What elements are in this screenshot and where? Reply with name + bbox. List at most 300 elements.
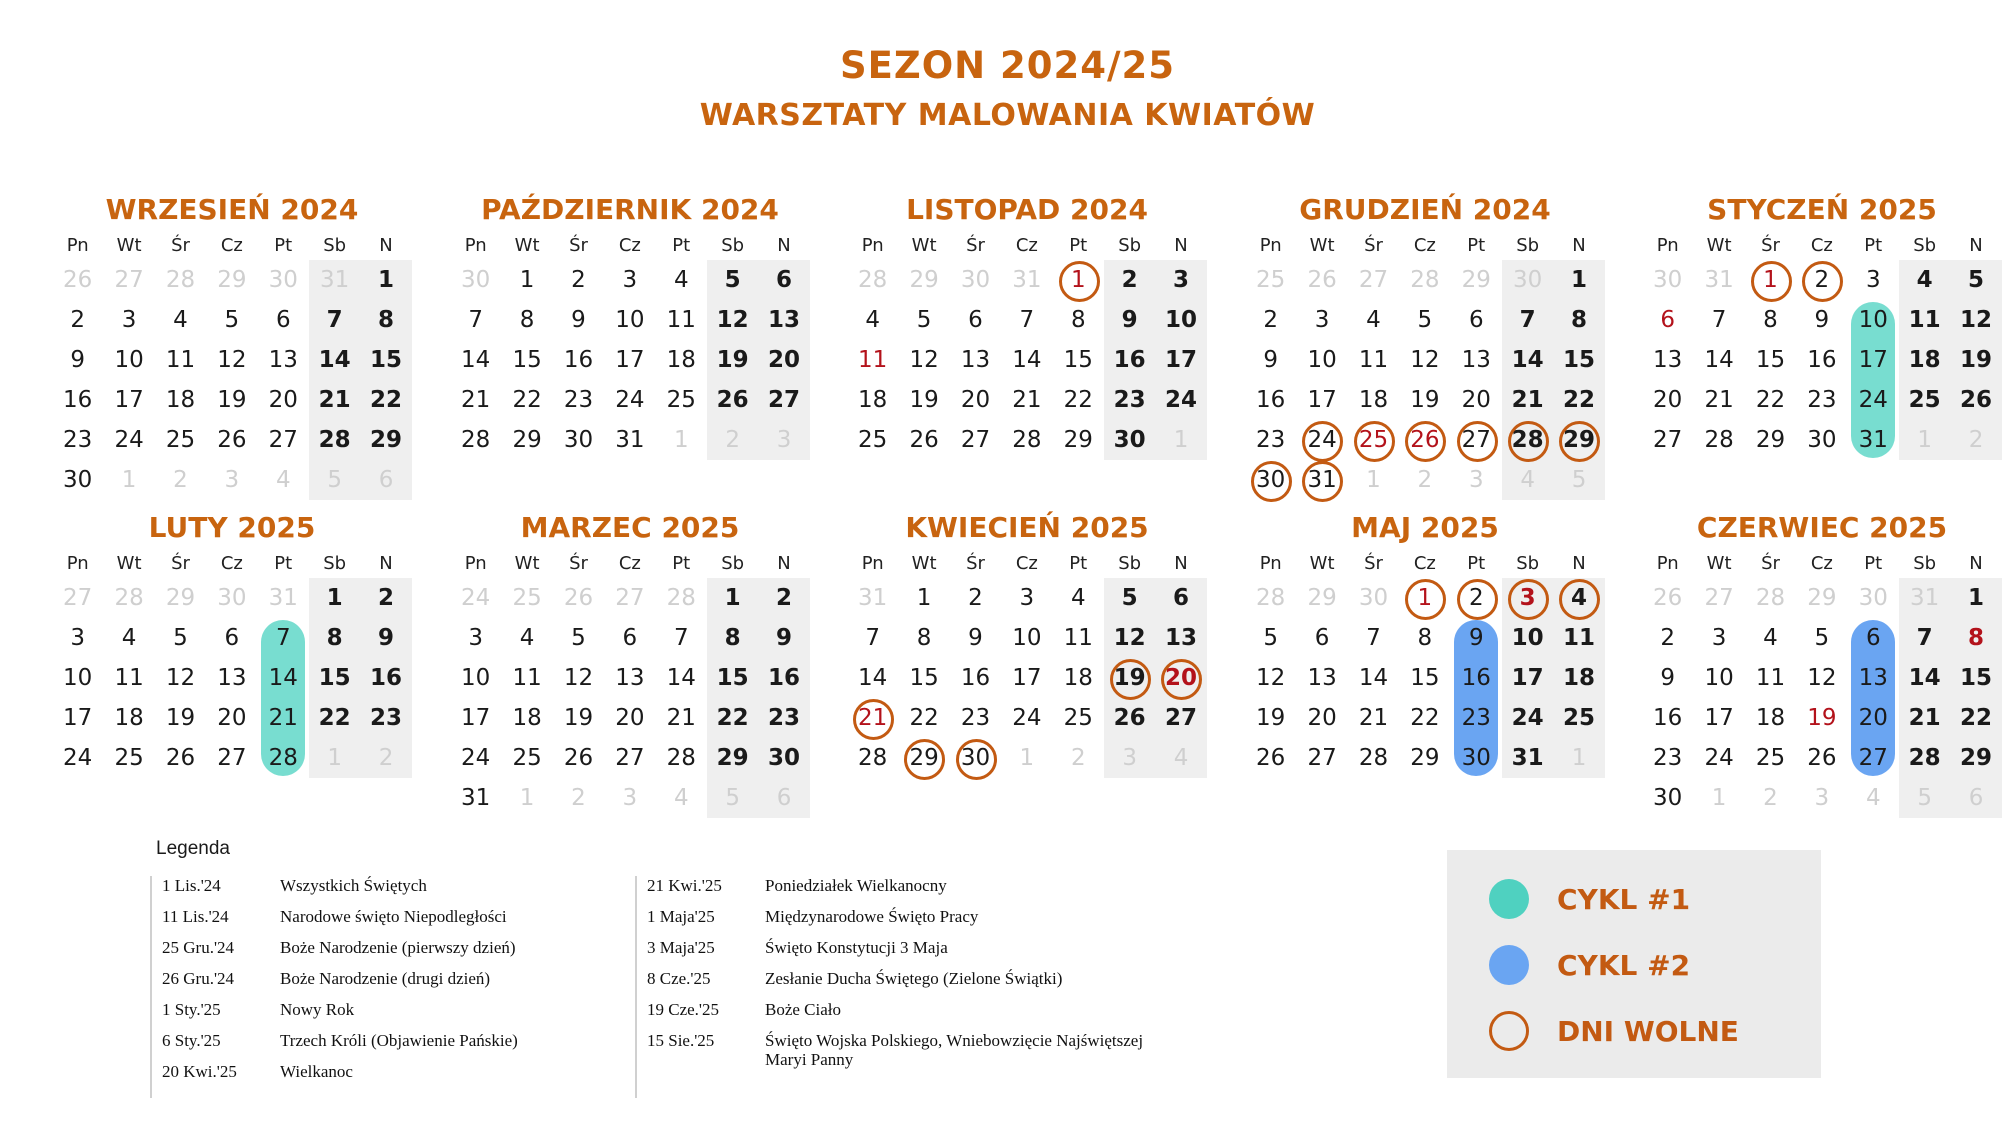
legend-row <box>162 969 700 1000</box>
day-cell: 25 <box>512 745 542 771</box>
holiday-day: 19 <box>1104 658 1155 698</box>
weekday-label: Cz <box>220 552 243 574</box>
day-cell: 19 <box>217 387 247 413</box>
holiday-day: 28 <box>1502 420 1553 460</box>
day-cell: 14 <box>1908 665 1941 691</box>
day-cell: 8 <box>724 625 741 651</box>
weekday-label: Pt <box>1467 234 1486 256</box>
holiday-date: 8 Cze.'25 <box>647 969 711 988</box>
adjacent-month-day: 29 <box>909 267 939 293</box>
weekday-header <box>1642 230 2002 260</box>
weekday-label: Cz <box>1015 234 1038 256</box>
month-name: KWIECIEŃ 2025 <box>905 511 1149 544</box>
day-cell: 8 <box>326 625 343 651</box>
day-cell: 11 <box>1358 347 1389 373</box>
holiday-name: Międzynarodowe Święto Pracy <box>765 907 979 926</box>
day-cell: 21 <box>1908 705 1941 731</box>
day-cell: 10 <box>1307 347 1337 373</box>
day-cell: 21 <box>268 705 298 731</box>
day-cell: 10 <box>63 665 93 691</box>
day-cell: 6 <box>1865 625 1881 651</box>
holiday-day: 2 <box>1796 260 1847 300</box>
holiday-day: 29 <box>898 738 949 778</box>
day-cell: 15 <box>1063 347 1093 373</box>
day-cell: 6 <box>968 307 983 333</box>
adjacent-month-day: 2 <box>1968 427 1984 453</box>
day-cell: 26 <box>1113 705 1146 731</box>
day-cell: 28 <box>1358 745 1389 771</box>
day-cell: 20 <box>768 347 801 373</box>
adjacent-month-day: 28 <box>1256 585 1286 611</box>
adjacent-month-day: 1 <box>1917 427 1932 453</box>
day-cell: 10 <box>114 347 144 373</box>
day-cell: 23 <box>1807 387 1837 413</box>
adjacent-month-day: 26 <box>63 267 93 293</box>
holiday-day: 31 <box>1296 460 1347 500</box>
day-cell: 14 <box>666 665 696 691</box>
adjacent-month-day: 3 <box>776 427 792 453</box>
day-cell: 2 <box>968 585 983 611</box>
day-cell: 13 <box>1858 665 1888 691</box>
day-cell: 11 <box>1063 625 1093 651</box>
day-cell: 5 <box>1263 625 1279 651</box>
holiday-date: 25 Gru.'24 <box>162 938 235 957</box>
legend-row <box>647 1000 1185 1031</box>
weekday-header <box>1245 548 1605 578</box>
weekday-label: Pn <box>464 552 487 574</box>
day-cell: 15 <box>1960 665 1993 691</box>
day-cell: 9 <box>776 625 793 651</box>
holiday-name: Boże Narodzenie (drugi dzień) <box>280 969 491 988</box>
day-cell: 18 <box>1563 665 1596 691</box>
day-cell: 12 <box>1960 307 1993 333</box>
day-cell: 30 <box>768 745 801 771</box>
day-cell: 16 <box>63 387 93 413</box>
day-cell: 4 <box>1763 625 1778 651</box>
day-cell: 24 <box>1704 745 1734 771</box>
weekday-label: Wt <box>514 234 540 256</box>
days-grid <box>1245 260 1605 500</box>
month-9 <box>1245 508 1605 778</box>
weekday-label: N <box>1174 234 1188 256</box>
day-cell: 17 <box>1165 347 1198 373</box>
adjacent-month-day: 24 <box>461 585 491 611</box>
adjacent-month-day: 30 <box>461 267 491 293</box>
day-cell: 23 <box>1113 387 1146 413</box>
adjacent-month-day: 28 <box>666 585 696 611</box>
holiday-date: 15 Sie.'25 <box>647 1031 715 1050</box>
day-cell: 3 <box>468 625 484 651</box>
adjacent-month-day: 31 <box>268 585 298 611</box>
weekday-label: Pn <box>464 234 487 256</box>
day-cell: 20 <box>960 387 991 413</box>
day-cell: 14 <box>461 347 491 373</box>
page-title: SEZON 2024/25 <box>839 44 1176 87</box>
day-cell: 17 <box>1307 387 1337 413</box>
day-cell: 24 <box>114 427 144 453</box>
weekday-label: Pt <box>672 552 691 574</box>
holiday-date: 1 Lis.'24 <box>162 876 221 895</box>
day-cell: 8 <box>1571 307 1588 333</box>
weekday-header <box>450 548 810 578</box>
day-cell: 22 <box>1755 387 1786 413</box>
month-name: STYCZEŃ 2025 <box>1707 193 1937 226</box>
day-cell: 15 <box>1755 347 1786 373</box>
day-cell: 19 <box>563 705 594 731</box>
weekday-label: N <box>1969 234 1983 256</box>
day-cell: 9 <box>70 347 86 373</box>
day-cell: 30 <box>1653 785 1683 811</box>
adjacent-month-day: 1 <box>327 745 342 771</box>
day-cell: 5 <box>173 625 188 651</box>
day-cell: 26 <box>1807 745 1837 771</box>
day-cell: 7 <box>1711 307 1727 333</box>
day-cell: 28 <box>268 745 298 771</box>
holiday-day: 20 <box>1155 658 1206 698</box>
day-cell: 1 <box>378 267 395 293</box>
weekday-label: Śr <box>569 552 588 574</box>
day-cell: 7 <box>673 625 689 651</box>
day-cell: 10 <box>1012 625 1042 651</box>
weekday-label: Śr <box>1761 552 1780 574</box>
day-cell: 27 <box>615 745 645 771</box>
day-cell: 19 <box>165 705 196 731</box>
day-cell: 16 <box>1461 665 1491 691</box>
legend-column-right <box>635 876 1185 1098</box>
adjacent-month-day: 27 <box>63 585 93 611</box>
day-cell: 12 <box>1807 665 1837 691</box>
day-cell: 4 <box>173 307 188 333</box>
holiday-date: 19 Cze.'25 <box>647 1000 719 1019</box>
adjacent-month-day: 5 <box>327 467 342 493</box>
adjacent-month-day: 3 <box>1814 785 1830 811</box>
day-cell: 10 <box>1704 665 1734 691</box>
adjacent-month-day: 2 <box>173 467 188 493</box>
weekday-label: Wt <box>116 234 142 256</box>
day-cell: 7 <box>865 625 881 651</box>
day-cell: 17 <box>1012 665 1042 691</box>
month-5 <box>1642 190 2002 460</box>
holiday-date: 26 Gru.'24 <box>162 969 235 988</box>
holiday-name: Święto Konstytucji 3 Maja <box>765 938 948 957</box>
day-cell: 6 <box>776 267 793 293</box>
adjacent-month-day: 5 <box>1917 785 1932 811</box>
days-grid <box>450 260 810 460</box>
day-cell: 14 <box>858 665 888 691</box>
day-cell: 27 <box>1307 745 1337 771</box>
legend-row <box>647 907 1185 938</box>
day-cell: 24 <box>1511 705 1544 731</box>
day-cell: 11 <box>858 347 888 373</box>
holiday-day: 29 <box>1553 420 1604 460</box>
adjacent-month-day: 3 <box>1468 467 1484 493</box>
day-cell: 31 <box>615 427 645 453</box>
day-cell: 21 <box>1704 387 1734 413</box>
adjacent-month-day: 26 <box>1653 585 1683 611</box>
holiday-name: Zesłanie Ducha Świętego (Zielone Świątki) <box>765 969 1063 988</box>
day-cell: 12 <box>217 347 247 373</box>
adjacent-month-day: 1 <box>1173 427 1189 453</box>
adjacent-month-day: 1 <box>1019 745 1035 771</box>
day-cell: 15 <box>716 665 749 691</box>
day-cell: 14 <box>1511 347 1544 373</box>
adjacent-month-day: 6 <box>1968 785 1984 811</box>
day-cell: 14 <box>1012 347 1042 373</box>
adjacent-month-day: 31 <box>320 267 350 293</box>
day-cell: 9 <box>1468 625 1484 651</box>
day-cell: 9 <box>571 307 586 333</box>
day-cell: 27 <box>1165 705 1198 731</box>
day-cell: 3 <box>1019 585 1035 611</box>
day-cell: 30 <box>63 467 93 493</box>
day-cell: 1 <box>326 585 343 611</box>
weekday-label: Cz <box>618 234 641 256</box>
day-cell: 11 <box>114 665 144 691</box>
weekday-label: Wt <box>911 552 937 574</box>
weekday-label: Sb <box>1913 234 1937 256</box>
day-cell: 8 <box>519 307 535 333</box>
weekday-label: Pn <box>861 234 884 256</box>
weekday-label: N <box>1174 552 1188 574</box>
month-2 <box>450 190 810 460</box>
day-cell: 2 <box>1660 625 1676 651</box>
day-cell: 4 <box>1070 585 1086 611</box>
weekday-label: Cz <box>618 552 641 574</box>
holiday-day: 1 <box>1399 578 1450 618</box>
day-cell: 20 <box>615 705 645 731</box>
weekday-label: Sb <box>1913 552 1937 574</box>
days-grid <box>1245 578 1605 778</box>
day-cell: 15 <box>1410 665 1440 691</box>
day-cell: 20 <box>1653 387 1683 413</box>
page-subtitle: WARSZTATY MALOWANIA KWIATÓW <box>699 98 1316 133</box>
key-cycle1 <box>1489 877 1690 921</box>
day-cell: 16 <box>1653 705 1683 731</box>
day-cell: 17 <box>1704 705 1734 731</box>
day-cell: 5 <box>571 625 586 651</box>
legend-row <box>162 876 700 907</box>
day-cell: 29 <box>512 427 542 453</box>
legend-row <box>162 1031 700 1062</box>
day-cell: 12 <box>1113 625 1146 651</box>
day-cell: 18 <box>1908 347 1941 373</box>
holiday-day: 3 <box>1502 578 1553 618</box>
adjacent-month-day: 6 <box>776 785 792 811</box>
adjacent-month-day: 29 <box>1807 585 1837 611</box>
weekday-label: Cz <box>1413 552 1436 574</box>
month-name: WRZESIEŃ 2024 <box>105 193 359 226</box>
day-cell: 25 <box>858 427 888 453</box>
day-cell: 20 <box>1858 705 1888 731</box>
weekday-label: Cz <box>1810 234 1833 256</box>
day-cell: 27 <box>768 387 801 413</box>
adjacent-month-day: 27 <box>1704 585 1734 611</box>
weekday-label: Sb <box>1516 234 1540 256</box>
day-cell: 27 <box>1858 745 1888 771</box>
day-cell: 24 <box>1858 387 1888 413</box>
day-cell: 29 <box>1960 745 1993 771</box>
weekday-label: Sb <box>323 552 347 574</box>
weekday-label: Wt <box>1706 552 1732 574</box>
adjacent-month-day: 1 <box>519 785 535 811</box>
holiday-day: 30 <box>950 738 1001 778</box>
weekday-label: Śr <box>1364 552 1383 574</box>
day-cell: 30 <box>1807 427 1837 453</box>
key-cycle1-label: CYKL #1 <box>1557 882 1691 916</box>
adjacent-month-day: 26 <box>1307 267 1337 293</box>
day-cell: 8 <box>378 307 395 333</box>
adjacent-month-day: 27 <box>615 585 645 611</box>
weekday-label: N <box>379 234 393 256</box>
day-cell: 27 <box>217 745 247 771</box>
adjacent-month-day: 1 <box>673 427 689 453</box>
day-cell: 11 <box>1755 665 1786 691</box>
key-holidays-label: DNI WOLNE <box>1557 1014 1739 1048</box>
weekday-label: Pt <box>274 552 293 574</box>
day-cell: 6 <box>1314 625 1330 651</box>
day-cell: 25 <box>114 745 144 771</box>
weekday-header <box>450 230 810 260</box>
legend-row <box>162 938 700 969</box>
adjacent-month-day: 6 <box>378 467 394 493</box>
day-cell: 11 <box>1908 307 1941 333</box>
day-cell: 25 <box>1755 745 1786 771</box>
weekday-label: Wt <box>514 552 540 574</box>
day-cell: 22 <box>1063 387 1093 413</box>
adjacent-month-day: 30 <box>1653 267 1683 293</box>
weekday-label: Cz <box>1413 234 1436 256</box>
day-cell: 20 <box>217 705 247 731</box>
key-cycle2 <box>1489 943 1690 987</box>
adjacent-month-day: 30 <box>1858 585 1888 611</box>
day-cell: 19 <box>716 347 749 373</box>
key-holidays <box>1489 1009 1739 1053</box>
day-cell: 23 <box>63 427 93 453</box>
weekday-label: Pt <box>1467 552 1486 574</box>
day-cell: 22 <box>370 387 403 413</box>
day-cell: 28 <box>1908 745 1941 771</box>
day-cell: 7 <box>326 307 343 333</box>
holiday-day: 21 <box>847 698 898 738</box>
holiday-day: 25 <box>1348 420 1399 460</box>
holiday-day: 1 <box>1053 260 1104 300</box>
weekday-label: Pt <box>1069 552 1088 574</box>
day-cell: 23 <box>563 387 594 413</box>
day-cell: 28 <box>666 745 696 771</box>
day-cell: 18 <box>165 387 196 413</box>
legend-row <box>647 876 1185 907</box>
adjacent-month-day: 29 <box>1307 585 1337 611</box>
day-cell: 17 <box>461 705 491 731</box>
day-cell: 30 <box>563 427 594 453</box>
day-cell: 9 <box>1660 665 1676 691</box>
day-cell: 3 <box>1711 625 1727 651</box>
day-cell: 3 <box>622 267 638 293</box>
holiday-name: Nowy Rok <box>280 1000 355 1019</box>
holiday-name: Poniedziałek Wielkanocny <box>765 876 947 895</box>
day-cell: 26 <box>563 745 594 771</box>
holiday-name: Święto Wojska Polskiego, Wniebowzięcie Najświętszej Maryi Panny <box>765 1031 1144 1069</box>
day-cell: 2 <box>1263 307 1279 333</box>
day-cell: 20 <box>268 387 298 413</box>
weekday-label: N <box>777 552 791 574</box>
day-cell: 12 <box>1410 347 1440 373</box>
day-cell: 24 <box>63 745 93 771</box>
day-cell: 1 <box>519 267 535 293</box>
weekday-label: Sb <box>721 234 745 256</box>
day-cell: 4 <box>673 267 689 293</box>
adjacent-month-day: 3 <box>622 785 638 811</box>
legend-row <box>647 938 1185 969</box>
month-6 <box>52 508 412 778</box>
weekday-header <box>1642 548 2002 578</box>
day-cell: 16 <box>960 665 991 691</box>
legend-row <box>162 907 700 938</box>
holiday-name: Trzech Króli (Objawienie Pańskie) <box>280 1031 518 1050</box>
weekday-label: Śr <box>1761 234 1780 256</box>
weekday-label: Sb <box>1118 552 1142 574</box>
holiday-date: 11 Lis.'24 <box>162 907 229 926</box>
holiday-day: 4 <box>1553 578 1604 618</box>
day-cell: 25 <box>165 427 196 453</box>
weekday-label: Śr <box>171 234 190 256</box>
adjacent-month-day: 2 <box>1763 785 1778 811</box>
weekday-label: Pn <box>1259 234 1282 256</box>
days-grid <box>847 578 1207 778</box>
weekday-label: Pt <box>1864 234 1883 256</box>
day-cell: 12 <box>563 665 594 691</box>
adjacent-month-day: 31 <box>1704 267 1734 293</box>
day-cell: 10 <box>1165 307 1198 333</box>
day-cell: 2 <box>378 585 395 611</box>
holiday-day: 27 <box>1451 420 1502 460</box>
adjacent-month-day: 29 <box>165 585 196 611</box>
adjacent-month-day: 4 <box>1865 785 1881 811</box>
adjacent-month-day: 30 <box>1358 585 1389 611</box>
month-name: CZERWIEC 2025 <box>1696 511 1948 544</box>
weekday-label: Pn <box>1656 552 1679 574</box>
day-cell: 7 <box>1366 625 1381 651</box>
day-cell: 24 <box>461 745 491 771</box>
day-cell: 21 <box>1012 387 1042 413</box>
day-cell: 16 <box>1256 387 1286 413</box>
day-cell: 17 <box>1511 665 1544 691</box>
day-cell: 1 <box>916 585 932 611</box>
day-cell: 18 <box>1358 387 1389 413</box>
day-cell: 21 <box>1358 705 1389 731</box>
day-cell: 14 <box>1358 665 1389 691</box>
day-cell: 9 <box>1263 347 1279 373</box>
weekday-label: Wt <box>1309 234 1335 256</box>
day-cell: 15 <box>370 347 403 373</box>
holiday-name: Wielkanoc <box>280 1062 353 1081</box>
adjacent-month-day: 28 <box>165 267 196 293</box>
adjacent-month-day: 1 <box>1366 467 1381 493</box>
days-grid <box>1642 260 2002 460</box>
day-cell: 29 <box>1063 427 1093 453</box>
weekday-label: Sb <box>323 234 347 256</box>
day-cell: 15 <box>909 665 939 691</box>
day-cell: 5 <box>1121 585 1138 611</box>
day-cell: 24 <box>1165 387 1198 413</box>
adjacent-month-day: 5 <box>1571 467 1587 493</box>
day-cell: 16 <box>1807 347 1837 373</box>
day-cell: 31 <box>1858 427 1888 453</box>
day-cell: 18 <box>1063 665 1093 691</box>
day-cell: 28 <box>858 745 888 771</box>
days-grid <box>52 260 412 500</box>
day-cell: 10 <box>1858 307 1888 333</box>
